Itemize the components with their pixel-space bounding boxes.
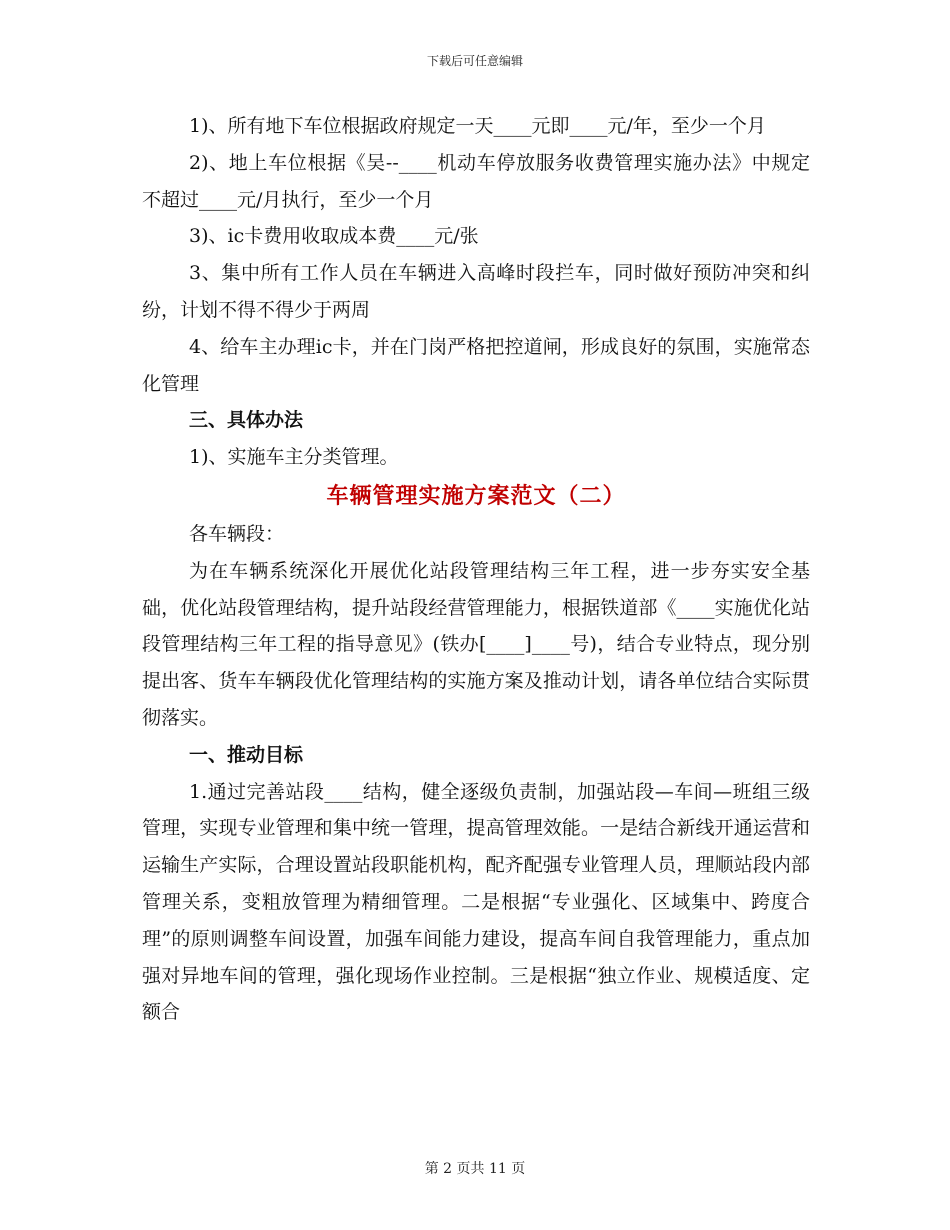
- document-body: [142, 108, 810, 1031]
- document-title: 车辆管理实施方案范文（二）: [326, 482, 626, 509]
- paragraph: 4、给车主办理ic卡，并在门岗严格把控道闸，形成良好的氛围，实施常态化管理: [142, 335, 810, 395]
- paragraph: 3、集中所有工作人员在车辆进入高峰时段拦车，同时做好预防冲突和纠纷，计划不得不得少于两周: [142, 262, 810, 321]
- paragraph: 1)、所有地下车位根据政府规定一天____元即____元/年，至少一个月: [189, 115, 766, 137]
- salutation: 各车辆段：: [189, 522, 285, 545]
- paragraph: 1.通过完善站段____结构，健全逐级负责制，加强站段—车间—班组三级管理，实现专业管理和集中统一管理，提高管理效能。一是结合新线开通运营和运输生产实际，合理设置站段职能机构，配齐配强专业管理人员，理顺站段内部管理关系，变粗放管理为精细管理。二是根据“专业强化、区域集中、跨度合理”的原则调整车间设置，加强车间能力建设，提高车间自我管理能力，重点加强对异地车间的管理，强化现场作业控制。三是根据“独立作业、规模适度、定额合: [142, 780, 810, 1024]
- paragraph: 3)、ic卡费用收取成本费____元/张: [189, 225, 479, 248]
- paragraph: 为在车辆系统深化开展优化站段管理结构三年工程，进一步夯实安全基础，优化站段管理结构，提升站段经营管理能力，根据铁道部《____实施优化站段管理结构三年工程的指导意见》(铁办[____]____号)，结合专业特点，现分别提出客、货车车辆段优化管理结构的实施方案及推动计划，请各单位结合实际贯彻落实。: [142, 559, 810, 729]
- paragraph: 2)、地上车位根据《吴--____机动车停放服务收费管理实施办法》中规定不超过____元/月执行，至少一个月: [142, 151, 810, 211]
- page-footer: 第 2 页共 11 页: [424, 1161, 526, 1177]
- section-heading: 三、具体办法: [189, 409, 304, 432]
- paragraph: 1)、实施车主分类管理。: [189, 446, 399, 469]
- section-heading: 一、推动目标: [189, 743, 304, 766]
- page-header: 下载后可任意编辑: [426, 54, 523, 68]
